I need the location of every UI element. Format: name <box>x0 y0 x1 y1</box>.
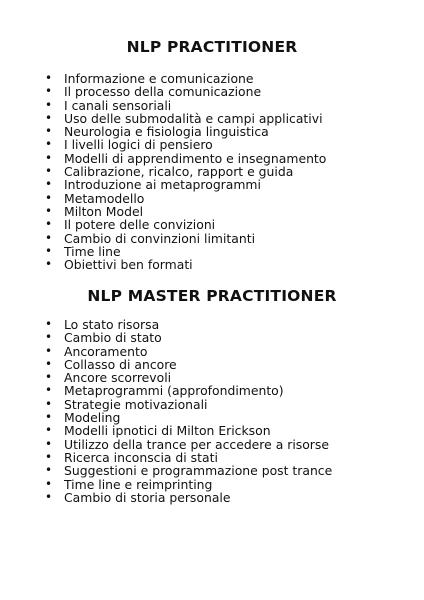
list-item-text: Milton Model <box>64 203 144 219</box>
list-item-text: Modelli di apprendimento e insegnamento <box>64 150 327 166</box>
bullet-icon: • <box>45 410 53 425</box>
list-item-text: Il potere delle convizioni <box>64 217 216 233</box>
bullet-icon: • <box>45 190 53 205</box>
list-item <box>45 331 405 344</box>
bullet-icon: • <box>45 84 53 99</box>
list-item-text: Time line e reimprinting <box>64 476 213 492</box>
list-item <box>45 125 405 138</box>
list-item-text: Informazione e comunicazione <box>64 71 254 86</box>
list-item-text: Calibrazione, ricalco, rapport e guida <box>64 164 294 180</box>
list-item-text: Cambio di convinzioni limitanti <box>64 230 256 246</box>
bullet-icon: • <box>45 343 53 358</box>
bullet-icon: • <box>45 243 53 258</box>
list-item <box>45 491 405 504</box>
list-item-text: Suggestioni e programmazione post trance <box>64 463 333 479</box>
bullet-icon: • <box>45 330 53 345</box>
bullet-icon: • <box>45 449 53 464</box>
list-item <box>45 72 405 85</box>
list-item-text: Neurologia e fisiologia linguistica <box>64 124 269 140</box>
list-item-text: Lo stato risorsa <box>64 317 160 332</box>
list-item <box>45 384 405 397</box>
list-item <box>45 398 405 411</box>
bullet-icon: • <box>45 317 53 331</box>
practitioner-title: NLP PRACTITIONER <box>126 38 298 56</box>
bullet-icon: • <box>45 164 53 179</box>
list-item <box>45 438 405 451</box>
bullet-icon: • <box>45 423 53 438</box>
list-item <box>45 205 405 218</box>
list-item-text: Introduzione ai metaprogrammi <box>64 177 261 193</box>
bullet-icon: • <box>45 436 53 451</box>
list-item-text: Cambio di stato <box>64 330 162 346</box>
list-item-text: I canali sensoriali <box>64 97 172 113</box>
list-item <box>45 411 405 424</box>
list-item-text: Metamodello <box>64 190 145 206</box>
bullet-icon: • <box>45 124 53 139</box>
bullet-icon: • <box>45 217 53 232</box>
list-item <box>45 178 405 191</box>
list-item-text: Ancore scorrevoli <box>64 370 172 386</box>
bullet-icon: • <box>45 476 53 491</box>
list-item-text: Il processo della comunicazione <box>64 84 262 100</box>
bullet-icon: • <box>45 177 53 192</box>
list-item <box>45 464 405 477</box>
list-item <box>45 85 405 98</box>
practitioner-topic-list <box>45 72 405 271</box>
list-item-text: Uso delle submodalità e campi applicativi <box>64 110 323 126</box>
list-item <box>45 451 405 464</box>
bullet-icon: • <box>45 396 53 411</box>
list-item <box>45 345 405 358</box>
list-item <box>45 245 405 258</box>
list-item <box>45 258 405 271</box>
list-item-text: Ricerca inconscia di stati <box>64 449 218 465</box>
master-practitioner-title: NLP MASTER PRACTITIONER <box>87 287 337 305</box>
list-item <box>45 152 405 165</box>
list-item <box>45 478 405 491</box>
bullet-icon: • <box>45 489 53 504</box>
list-item <box>45 138 405 151</box>
list-item-text: Cambio di storia personale <box>64 489 231 505</box>
list-item <box>45 318 405 331</box>
bullet-icon: • <box>45 230 53 245</box>
list-item-text: Metaprogrammi (approfondimento) <box>64 383 284 399</box>
list-item <box>45 218 405 231</box>
list-item <box>45 165 405 178</box>
list-item-text: I livelli logici di pensiero <box>64 137 213 153</box>
bullet-icon: • <box>45 463 53 478</box>
bullet-icon: • <box>45 383 53 398</box>
bullet-icon: • <box>45 97 53 112</box>
list-item <box>45 424 405 437</box>
bullet-icon: • <box>45 150 53 165</box>
list-item-text: Modeling <box>64 410 121 426</box>
list-item <box>45 358 405 371</box>
list-item-text: Collasso di ancore <box>64 356 177 372</box>
bullet-icon: • <box>45 370 53 385</box>
list-item <box>45 371 405 384</box>
bullet-icon: • <box>45 257 53 272</box>
list-item <box>45 192 405 205</box>
list-item-text: Time line <box>64 243 121 259</box>
list-item-text: Modelli ipnotici di Milton Erickson <box>64 423 271 439</box>
bullet-icon: • <box>45 71 53 85</box>
list-item-text: Strategie motivazionali <box>64 396 208 412</box>
list-item-text: Obiettivi ben formati <box>64 257 193 273</box>
list-item <box>45 112 405 125</box>
list-item <box>45 232 405 245</box>
master-practitioner-topic-list <box>45 318 405 504</box>
bullet-icon: • <box>45 356 53 371</box>
bullet-icon: • <box>45 203 53 218</box>
list-item-text: Utilizzo della trance per accedere a risorse <box>64 436 329 452</box>
list-item <box>45 99 405 112</box>
list-item-text: Ancoramento <box>64 343 148 359</box>
bullet-icon: • <box>45 137 53 152</box>
bullet-icon: • <box>45 110 53 125</box>
